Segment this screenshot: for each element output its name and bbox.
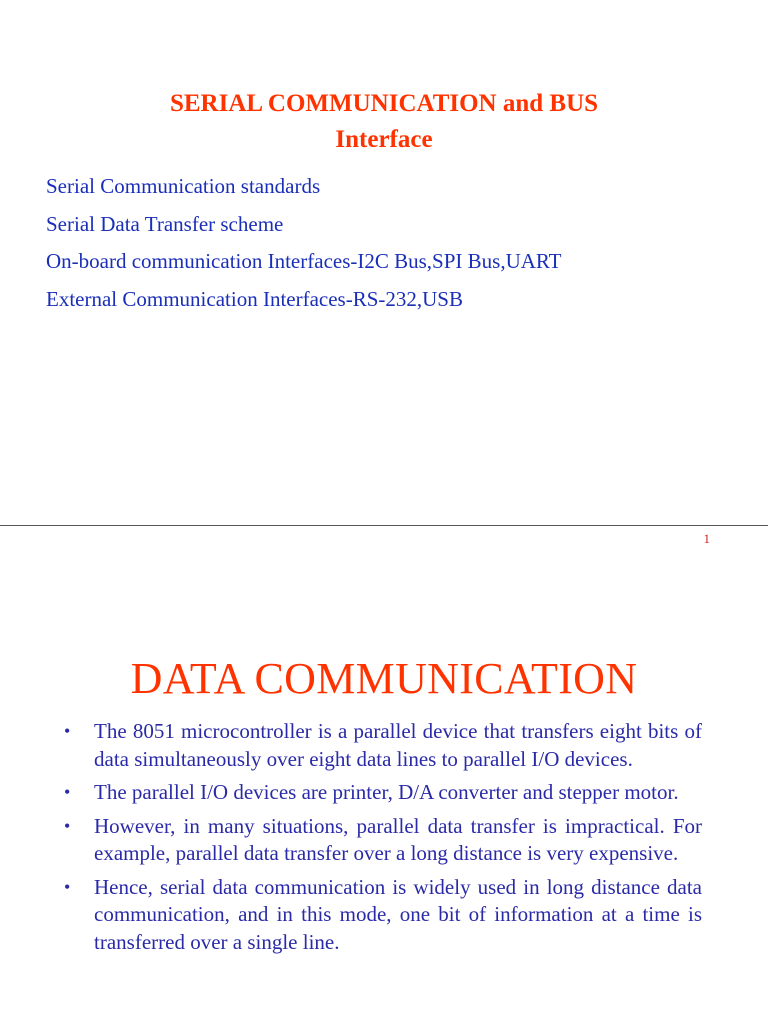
bullet-item [64, 718, 702, 773]
bullet-icon: • [64, 721, 71, 741]
bullet-icon: • [64, 782, 71, 802]
slide-title [0, 86, 768, 158]
topic-item: External Communication Interfaces-RS-232,USB [46, 286, 463, 311]
slide-title-line-1: SERIAL COMMUNICATION and BUS [169, 90, 599, 117]
bullet-icon: • [64, 815, 71, 836]
topic-item: On-board communication Interfaces-I2C Bus,SPI Bus,UART [46, 249, 562, 273]
bullet-icon: • [64, 876, 71, 897]
bullet-text: Hence, serial data communication is widely used in long distance data communication, and in this mode, one bit of information at a time is transferred over a single line. [94, 874, 702, 954]
slide-title-line-2: Interface [335, 126, 433, 153]
topic-item: Serial Communication standards [46, 174, 321, 198]
section-title: DATA COMMUNICATION [130, 654, 638, 703]
topic-list [46, 168, 561, 318]
page-number: 1 [703, 531, 710, 546]
bullet-text: However, in many situations, parallel data transfer is impractical. For example, parallel data transfer over a long distance is very expensive. [94, 813, 702, 865]
bullet-item [64, 813, 702, 868]
bullet-list [64, 718, 702, 962]
bullet-text: The parallel I/O devices are printer, D/A converter and stepper motor. [94, 780, 679, 804]
topic-item: Serial Data Transfer scheme [46, 211, 284, 236]
bullet-text: The 8051 microcontroller is a parallel device that transfers eight bits of data simultaneously over eight data lines to parallel I/O devices. [94, 719, 702, 771]
bullet-item [64, 779, 702, 807]
page-divider [0, 525, 768, 526]
bullet-item [64, 874, 702, 957]
